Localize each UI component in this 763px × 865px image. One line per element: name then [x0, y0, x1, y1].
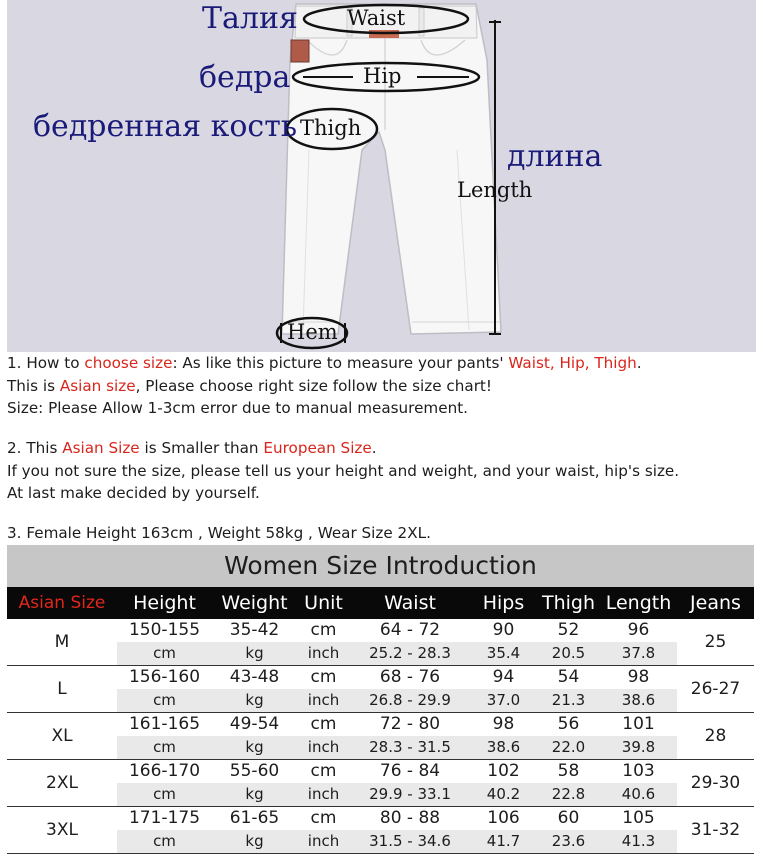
header-waist: Waist [384, 592, 436, 614]
hips-cell: 35.4 [486, 644, 521, 662]
cm-subrow [117, 619, 677, 642]
length-cell: 40.6 [621, 785, 656, 803]
jeans-cell: 29-30 [690, 773, 741, 793]
header-thigh: Thigh [541, 592, 596, 614]
measurement-cells [117, 619, 677, 665]
length-label-en: Length [457, 178, 533, 202]
header-hips: Hips [482, 592, 525, 614]
height-cell: cm [153, 644, 176, 662]
height-cell: cm [153, 832, 176, 850]
thigh-cell: 21.3 [551, 691, 586, 709]
length-cell: 41.3 [621, 832, 656, 850]
waist-cell: 72 - 80 [379, 714, 441, 734]
length-cell: 103 [622, 761, 655, 781]
thigh-cell: 22.8 [551, 785, 586, 803]
header-asian-size: Asian Size [18, 593, 106, 613]
table-row [7, 807, 754, 854]
waist-cell: 64 - 72 [379, 620, 441, 640]
note-1 [7, 352, 757, 420]
jeans-cell: 25 [704, 632, 727, 652]
unit-cell: inch [307, 785, 340, 803]
hips-cell: 37.0 [486, 691, 521, 709]
thigh-cell: 56 [557, 714, 580, 734]
hips-cell: 41.7 [486, 832, 521, 850]
weight-cell: kg [245, 785, 264, 803]
waist-label-ru: Талия [202, 1, 298, 36]
note-highlight: Asian Size [62, 439, 140, 457]
unit-cell: cm [310, 667, 337, 687]
measurement-cells [117, 713, 677, 759]
jeans-cell: 31-32 [690, 820, 741, 840]
note-text: 2. This [7, 439, 63, 457]
weight-cell: 55-60 [229, 761, 280, 781]
note-text: 1. How to [7, 354, 85, 372]
header-jeans: Jeans [690, 592, 741, 614]
height-cell: cm [153, 691, 176, 709]
note-highlight: choose size [84, 354, 173, 372]
header-unit: Unit [304, 592, 343, 614]
length-cell: 38.6 [621, 691, 656, 709]
waist-cell: 26.8 - 29.9 [369, 691, 451, 709]
table-row [7, 760, 754, 807]
note-text: : As like this picture to measure your pants' [172, 354, 509, 372]
size-cell: 3XL [46, 820, 78, 840]
hip-label-en: Hip [363, 64, 402, 88]
size-cell: 2XL [46, 773, 78, 793]
hips-cell: 98 [492, 714, 515, 734]
hip-label-ru: бедра [199, 60, 291, 95]
waist-cell: 76 - 84 [379, 761, 441, 781]
table-row [7, 713, 754, 760]
size-cell: L [57, 679, 67, 699]
note-2-line-2: If you not sure the size, please tell us your height and weight, and your waist, hip's size. [7, 461, 680, 480]
cm-subrow [117, 760, 677, 783]
unit-cell: inch [307, 832, 340, 850]
height-cell: 150-155 [128, 620, 201, 640]
header-length: Length [605, 592, 672, 614]
note-text: is Smaller than [139, 439, 264, 457]
height-cell: 156-160 [128, 667, 201, 687]
note-2-line-3: At last make decided by yourself. [7, 484, 260, 502]
length-cell: 101 [622, 714, 655, 734]
waist-cell: 25.2 - 28.3 [369, 644, 451, 662]
hips-cell: 106 [487, 808, 520, 828]
height-cell: 171-175 [128, 808, 201, 828]
waist-cell: 28.3 - 31.5 [369, 738, 451, 756]
length-cell: 37.8 [621, 644, 656, 662]
note-1-line-3: Size: Please Allow 1-3cm error due to manual measurement. [7, 399, 468, 417]
table-row [7, 619, 754, 666]
measurement-cells [117, 807, 677, 853]
height-cell: 161-165 [128, 714, 201, 734]
inch-subrow [117, 783, 677, 806]
waist-cell: 68 - 76 [379, 667, 441, 687]
note-3 [7, 522, 757, 545]
hips-cell: 94 [492, 667, 515, 687]
thigh-cell: 54 [557, 667, 580, 687]
table-header-row [7, 587, 754, 619]
table-body [7, 619, 754, 854]
height-cell: cm [153, 738, 176, 756]
pants-illustration [7, 0, 756, 352]
measurement-cells [117, 760, 677, 806]
unit-cell: inch [307, 644, 340, 662]
waist-cell: 80 - 88 [379, 808, 441, 828]
note-3-line-1: 3. Female Height 163cm , Weight 58kg , Wear Size 2XL. [7, 524, 431, 542]
unit-cell: cm [310, 761, 337, 781]
weight-cell: 49-54 [229, 714, 280, 734]
length-cell: 105 [622, 808, 655, 828]
waist-cell: 29.9 - 33.1 [369, 785, 451, 803]
weight-cell: 35-42 [229, 620, 280, 640]
thigh-cell: 20.5 [551, 644, 586, 662]
note-highlight: European Size [263, 439, 372, 457]
unit-cell: cm [310, 808, 337, 828]
note-text: This is [7, 376, 60, 395]
hem-label-en: Hem [287, 320, 338, 344]
note-2 [7, 437, 757, 505]
unit-cell: inch [307, 691, 340, 709]
unit-cell: inch [307, 738, 340, 756]
pants-measurement-diagram [7, 0, 756, 352]
weight-cell: kg [245, 644, 264, 662]
inch-subrow [117, 736, 677, 759]
note-1-line-1 [7, 352, 757, 375]
note-text: . [636, 354, 642, 372]
weight-cell: 43-48 [229, 667, 280, 687]
waist-label-en: Waist [347, 6, 406, 30]
cm-subrow [117, 666, 677, 689]
note-2-line-1 [7, 437, 757, 460]
thigh-cell: 23.6 [551, 832, 586, 850]
jeans-cell: 28 [704, 726, 727, 746]
table-title: Women Size Introduction [7, 545, 754, 587]
cm-subrow [117, 713, 677, 736]
length-label-ru: длина [507, 139, 603, 174]
note-1-line-2 [7, 375, 757, 398]
note-highlight: Asian size [59, 376, 136, 395]
hips-cell: 90 [492, 620, 515, 640]
note-text: , Please choose right size follow the size chart! [135, 376, 492, 395]
unit-cell: cm [310, 714, 337, 734]
unit-cell: cm [310, 620, 337, 640]
thigh-cell: 60 [557, 808, 580, 828]
thigh-cell: 58 [557, 761, 580, 781]
measurement-cells [117, 666, 677, 712]
thigh-label-ru: бедренная кость [33, 109, 298, 144]
jeans-cell: 26-27 [690, 679, 741, 699]
hips-cell: 38.6 [486, 738, 521, 756]
note-highlight: Waist, Hip, Thigh [508, 354, 637, 372]
size-cell: M [54, 632, 70, 652]
header-weight: Weight [221, 592, 288, 614]
hips-cell: 40.2 [486, 785, 521, 803]
thigh-label-en: Thigh [300, 116, 362, 140]
table-row [7, 666, 754, 713]
inch-subrow [117, 689, 677, 712]
size-cell: XL [51, 726, 73, 746]
thigh-cell: 22.0 [551, 738, 586, 756]
note-text: . [371, 439, 377, 457]
waist-cell: 31.5 - 34.6 [369, 832, 451, 850]
height-cell: cm [153, 785, 176, 803]
length-cell: 39.8 [621, 738, 656, 756]
weight-cell: 61-65 [229, 808, 280, 828]
inch-subrow [117, 642, 677, 665]
size-table [7, 545, 754, 854]
header-height: Height [133, 592, 196, 614]
length-cell: 96 [627, 620, 650, 640]
hips-cell: 102 [487, 761, 520, 781]
inch-subrow [117, 830, 677, 853]
cm-subrow [117, 807, 677, 830]
thigh-cell: 52 [557, 620, 580, 640]
length-cell: 98 [627, 667, 650, 687]
height-cell: 166-170 [128, 761, 201, 781]
weight-cell: kg [245, 691, 264, 709]
weight-cell: kg [245, 832, 264, 850]
weight-cell: kg [245, 738, 264, 756]
